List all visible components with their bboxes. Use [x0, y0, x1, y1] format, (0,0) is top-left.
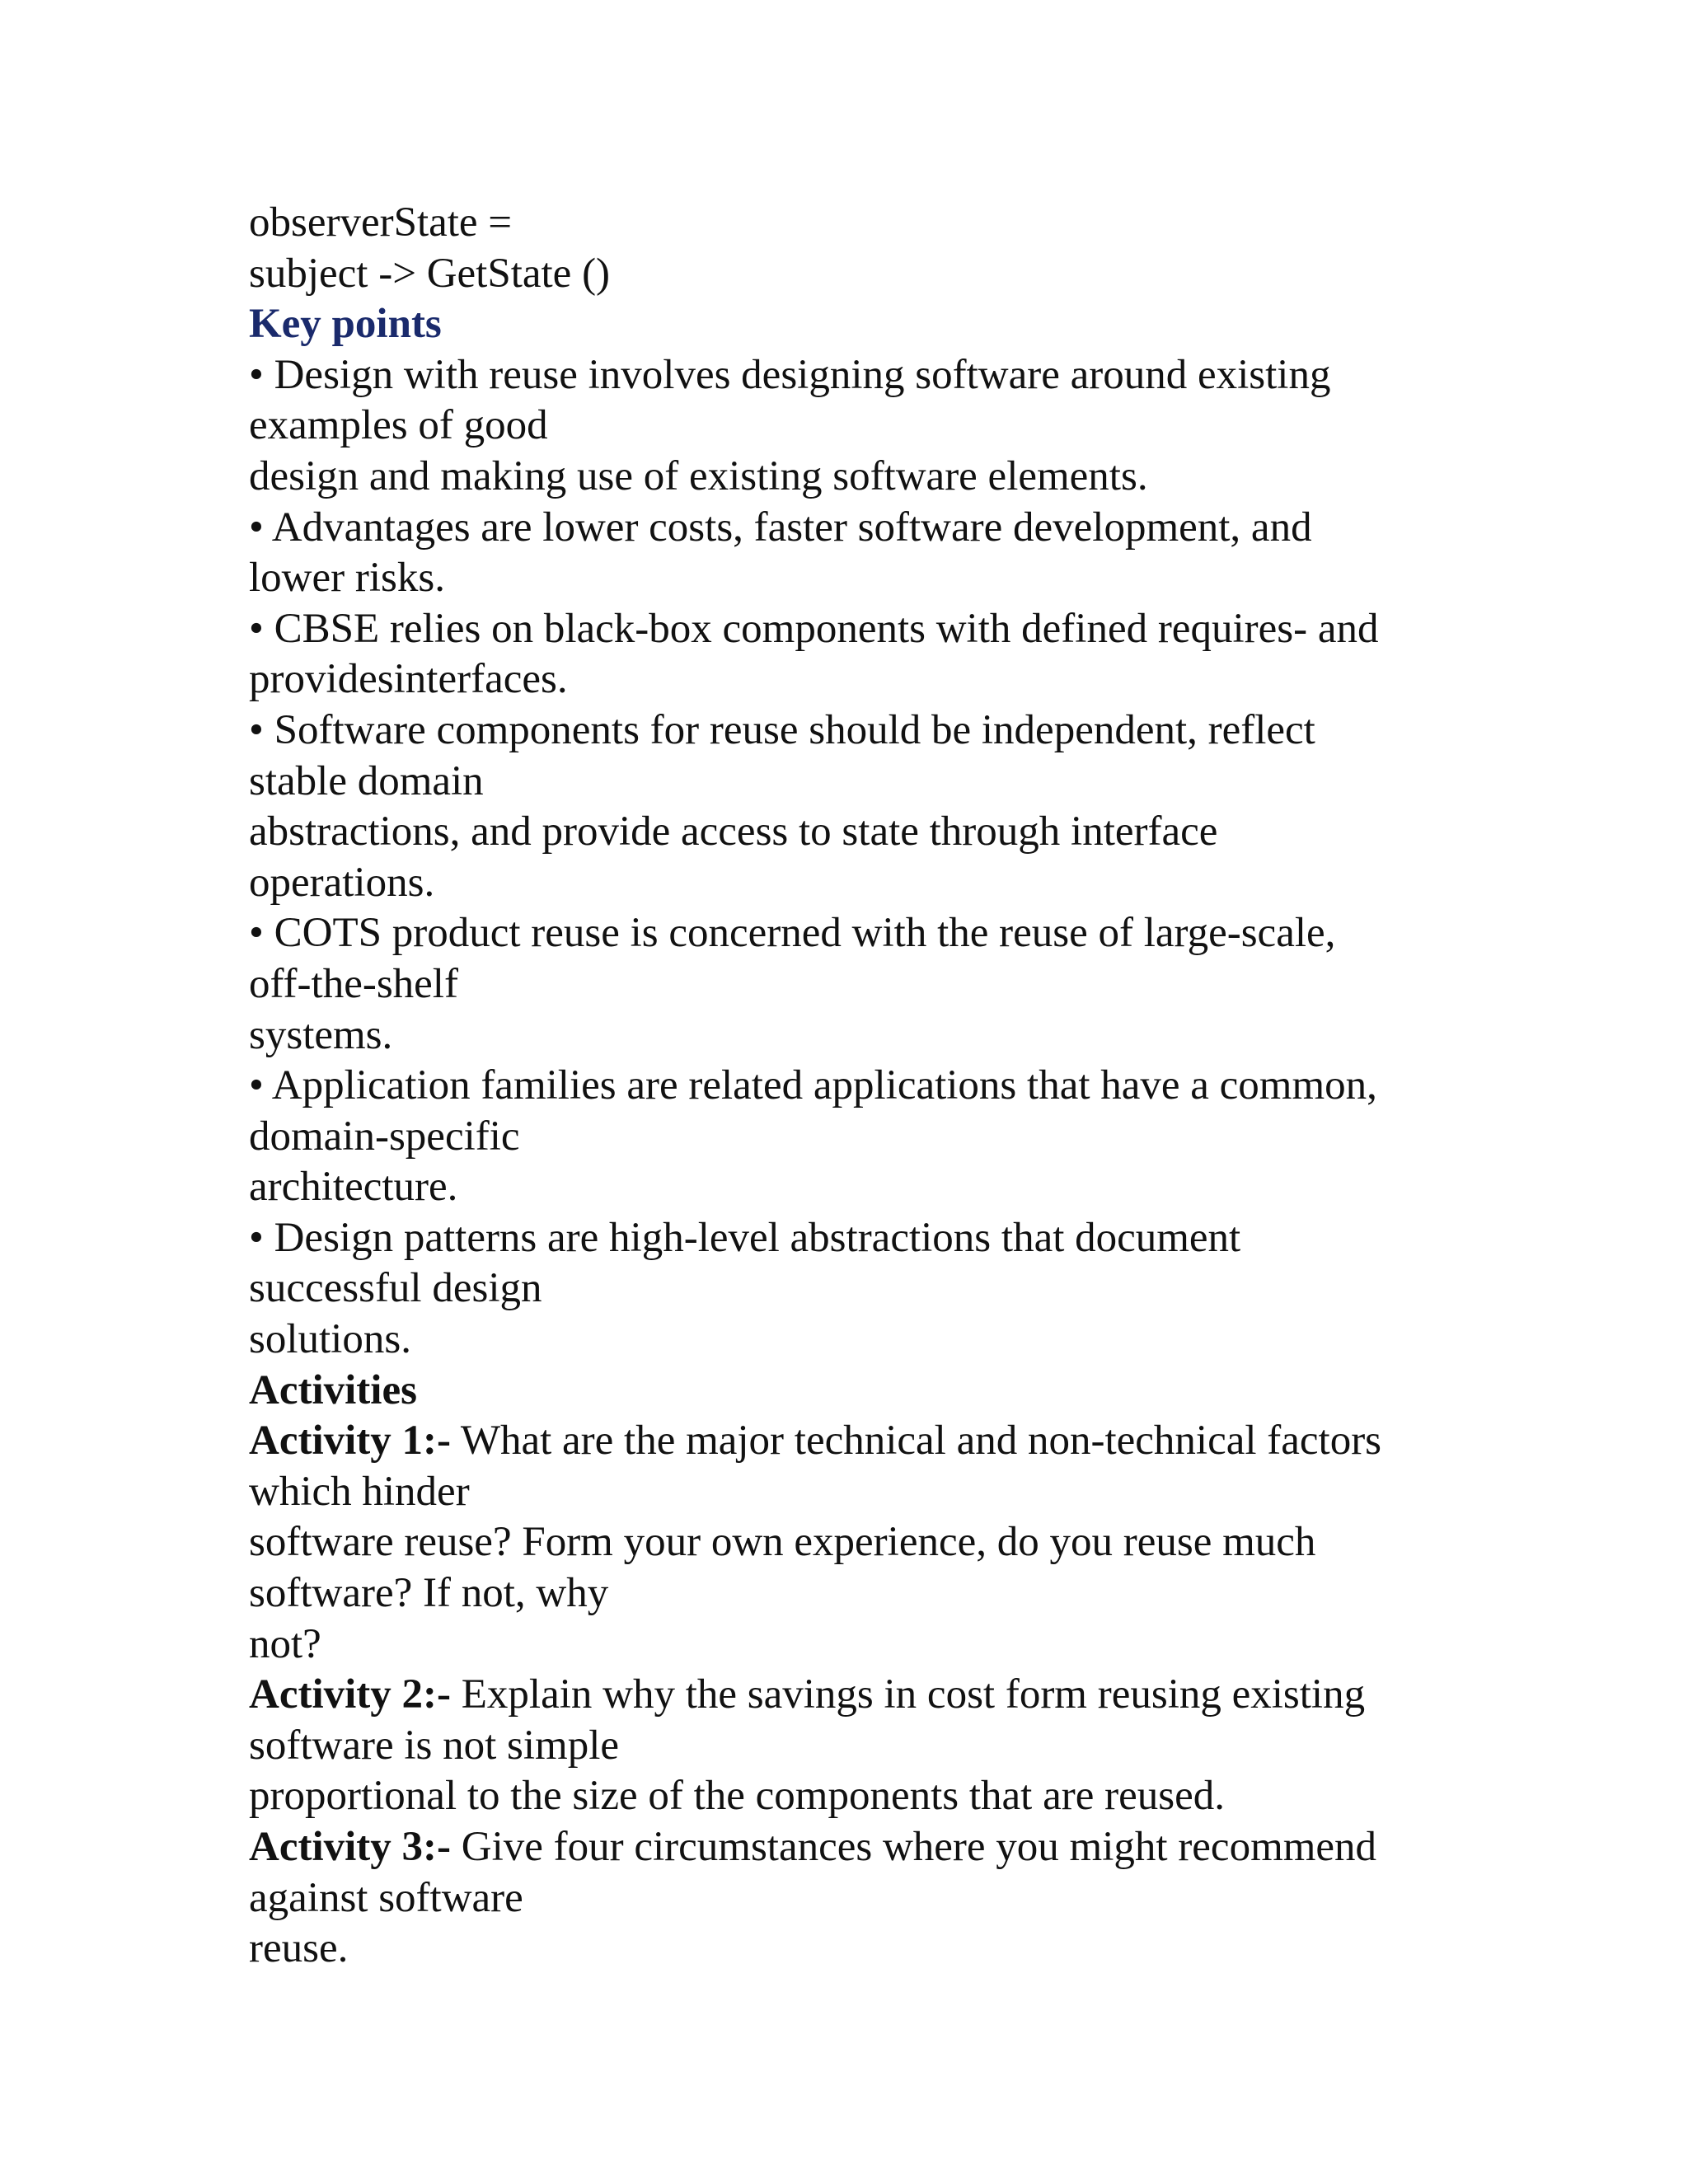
- key-point-line: abstractions, and provide access to state through interface: [249, 808, 1218, 855]
- key-point-line: • Design with reuse involves designing software around existing: [249, 351, 1331, 398]
- activity-1-line: software? If not, why: [249, 1570, 609, 1617]
- key-point-line: successful design: [249, 1265, 542, 1312]
- key-point-line: providesinterfaces.: [249, 656, 568, 703]
- activity-2-text: Explain why the savings in cost form reusing existing: [451, 1671, 1366, 1718]
- key-point-line: stable domain: [249, 757, 484, 804]
- key-point-line: design and making use of existing software elements.: [249, 452, 1148, 499]
- code-line-1: observerState =: [249, 199, 513, 246]
- activity-2-line: software is not simple: [249, 1722, 620, 1769]
- key-point-line: architecture.: [249, 1164, 458, 1211]
- activity-3-text: Give four circumstances where you might recommend: [451, 1824, 1377, 1870]
- key-point-line: • Application families are related applications that have a common,: [249, 1062, 1377, 1109]
- activity-3-line: against software: [249, 1874, 523, 1921]
- key-point-line: domain-specific: [249, 1113, 520, 1160]
- key-point-line: off-the-shelf: [249, 960, 458, 1007]
- key-point-line: • Advantages are lower costs, faster software development, and: [249, 504, 1312, 551]
- code-line-2: subject -> GetState (): [249, 250, 611, 297]
- activity-3-line: reuse.: [249, 1925, 349, 1972]
- activity-2-line: proportional to the size of the components that are reused.: [249, 1773, 1225, 1820]
- activity-2-first-line: [249, 1670, 1568, 1721]
- activity-1-line: not?: [249, 1620, 321, 1667]
- key-point-line: lower risks.: [249, 555, 445, 602]
- activity-1-first-line: [249, 1416, 1568, 1467]
- key-point-line: • COTS product reuse is concerned with the reuse of large-scale,: [249, 910, 1336, 957]
- key-point-line: examples of good: [249, 402, 548, 449]
- key-point-line: solutions.: [249, 1316, 411, 1363]
- key-point-line: operations.: [249, 859, 435, 906]
- activity-2-label: Activity 2:-: [249, 1671, 451, 1718]
- key-point-line: systems.: [249, 1011, 393, 1058]
- activities-heading: Activities: [249, 1366, 417, 1413]
- activity-1-text: What are the major technical and non-technical factors: [451, 1418, 1382, 1465]
- document-page: [249, 198, 1568, 1975]
- activity-3-first-line: [249, 1822, 1568, 1873]
- key-point-line: • Software components for reuse should be independent, reflect: [249, 706, 1315, 753]
- key-points-heading: Key points: [249, 301, 442, 348]
- activity-1-line: software reuse? Form your own experience, do you reuse much: [249, 1519, 1316, 1566]
- key-point-line: • CBSE relies on black-box components with defined requires- and: [249, 605, 1379, 652]
- key-point-line: • Design patterns are high-level abstractions that document: [249, 1214, 1241, 1261]
- activity-1-line: which hinder: [249, 1468, 470, 1515]
- activity-1-label: Activity 1:-: [249, 1418, 451, 1465]
- activity-3-label: Activity 3:-: [249, 1824, 451, 1870]
